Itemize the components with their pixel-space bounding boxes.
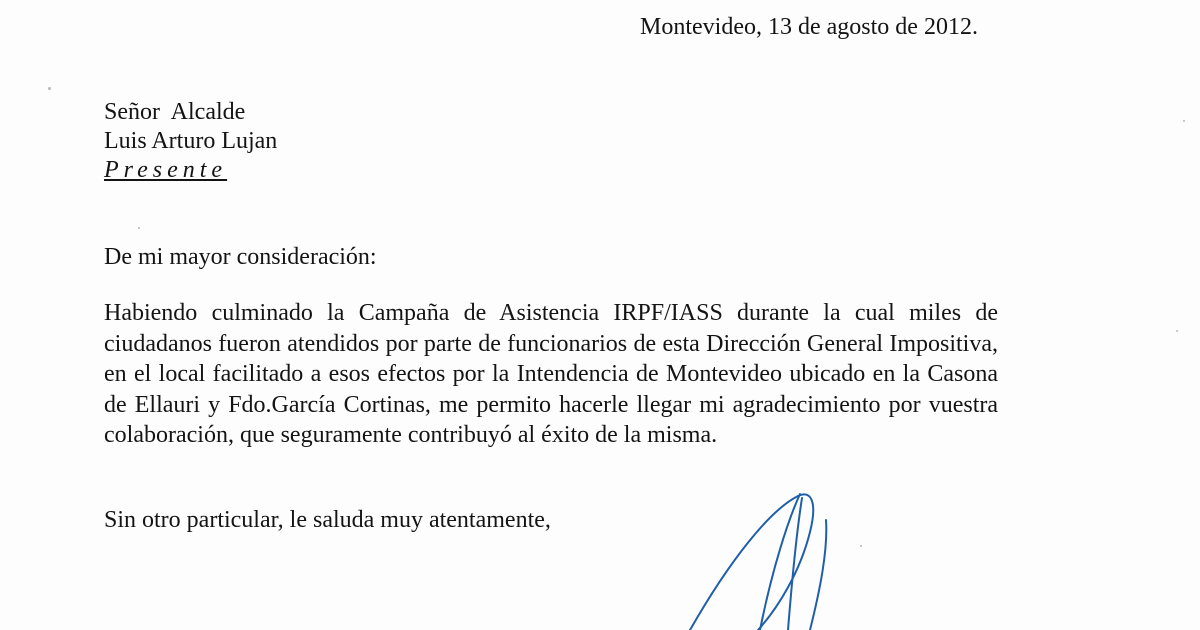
signature-stroke	[810, 520, 826, 630]
paper-speck	[860, 545, 862, 547]
addressee-block	[104, 98, 277, 185]
paper-speck	[138, 227, 140, 229]
letter-closing: Sin otro particular, le saluda muy atentamente,	[104, 507, 551, 533]
handwritten-signature	[660, 480, 880, 630]
addressee-presente: Presente	[104, 157, 228, 183]
letter-body: Habiendo culminado la Campaña de Asistencia IRPF/IASS durante la cual miles de ciudadanos fueron atendidos por parte de funcionarios de esta Dirección General Impositiva, en el local facilitado a esos efectos por la Intendencia de Montevideo ubicado en la Casona de Ellauri y Fdo.García Cortinas, me permito hacerle llegar mi agradecimiento por vuestra colaboración, que seguramente contribuyó al éxito de la misma.	[104, 300, 998, 448]
paper-speck	[1176, 330, 1178, 332]
addressee-salutation: Señor Alcalde	[104, 99, 246, 125]
letter-greeting: De mi mayor consideración:	[104, 244, 377, 270]
letter-date: Montevideo, 13 de agosto de 2012.	[640, 14, 978, 40]
paper-speck	[48, 87, 51, 90]
addressee-name: Luis Arturo Lujan	[104, 128, 278, 154]
paper-speck	[1183, 120, 1185, 122]
